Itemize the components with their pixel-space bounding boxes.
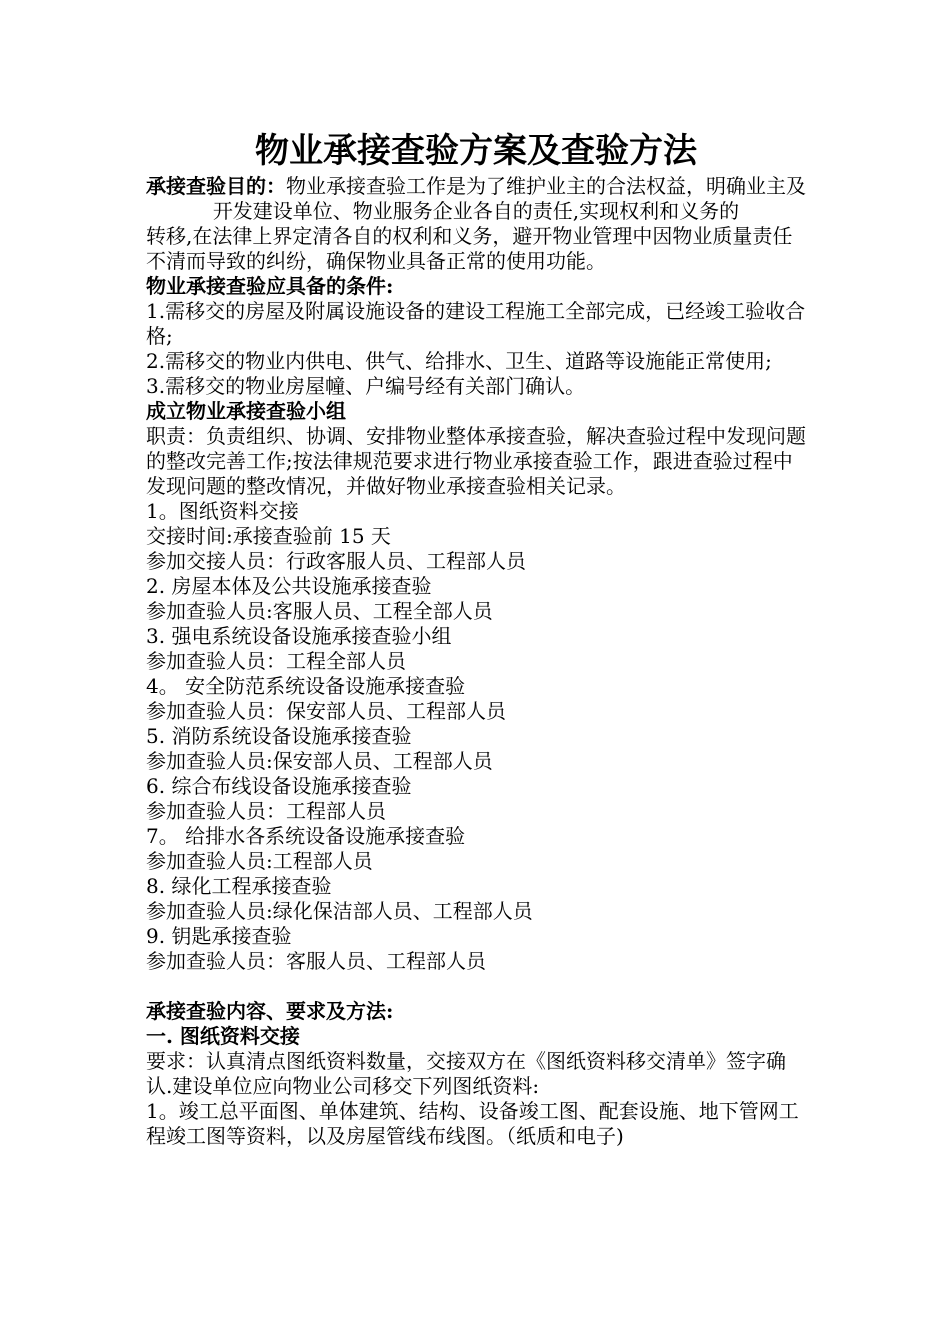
team-line: 2. 房屋本体及公共设施承接查验	[146, 574, 432, 598]
team-line: 5. 消防系统设备设施承接查验	[146, 724, 412, 748]
document-title: 物业承接查验方案及查验方法	[255, 131, 697, 171]
team-line: 7。 给排水各系统设备设施承接查验	[146, 824, 466, 848]
team-line: 参加查验人员:工程部人员	[146, 849, 373, 873]
purpose-continuation: 转移,在法律上界定清各自的权利和义务，避开物业管理中因物业质量责任不清而导致的纠纷，确保物业具备正常的使用功能。	[146, 224, 793, 273]
purpose-text: 物业承接查验工作是为了维护业主的合法权益，明确业主及开发建设单位、物业服务企业各自的责任,实现权利和义务的	[212, 174, 806, 223]
conditions-heading: 物业承接查验应具备的条件:	[146, 274, 394, 298]
condition-item: 1.需移交的房屋及附属设施设备的建设工程施工全部完成，已经竣工验收合格;	[146, 299, 806, 348]
team-line: 3. 强电系统设备设施承接查验小组	[146, 624, 452, 648]
team-line: 参加查验人员:保安部人员、工程部人员	[146, 749, 493, 773]
team-heading: 成立物业承接查验小组	[146, 399, 346, 423]
condition-item: 2.需移交的物业内供电、供气、给排水、卫生、道路等设施能正常使用;	[146, 349, 772, 373]
team-line: 6. 综合布线设备设施承接查验	[146, 774, 412, 798]
team-line: 参加查验人员:客服人员、工程全部人员	[146, 599, 493, 623]
content-sub-heading: 一. 图纸资料交接	[146, 1024, 300, 1048]
team-line: 8. 绿化工程承接查验	[146, 874, 332, 898]
team-line: 4。 安全防范系统设备设施承接查验	[146, 674, 466, 698]
team-line: 参加交接人员：行政客服人员、工程部人员	[146, 549, 526, 573]
content-item: 1。竣工总平面图、单体建筑、结构、设备竣工图、配套设施、地下管网工程竣工图等资料，以及房屋管线布线图。（纸质和电子)	[146, 1099, 799, 1148]
team-line: 参加查验人员：保安部人员、工程部人员	[146, 699, 506, 723]
team-duty: 职责：负责组织、协调、安排物业整体承接查验，解决查验过程中发现问题的整改完善工作;按法律规范要求进行物业承接查验工作，跟进查验过程中发现问题的整改情况，并做好物业承接查验相关记录。	[146, 424, 806, 498]
document-page	[146, 128, 806, 1149]
team-line: 参加查验人员：工程部人员	[146, 799, 386, 823]
team-line: 参加查验人员:绿化保洁部人员、工程部人员	[146, 899, 533, 923]
team-line: 参加查验人员：工程全部人员	[146, 649, 406, 673]
team-line: 9. 钥匙承接查验	[146, 924, 292, 948]
content-heading: 承接查验内容、要求及方法:	[146, 999, 394, 1023]
team-line: 交接时间:承接查验前 15 天	[146, 524, 391, 548]
content-requirement: 要求：认真清点图纸资料数量，交接双方在《图纸资料移交清单》签字确认.建设单位应向物业公司移交下列图纸资料:	[146, 1049, 786, 1098]
condition-item: 3.需移交的物业房屋幢、户编号经有关部门确认。	[146, 374, 586, 398]
blank-line	[146, 974, 806, 999]
team-line: 1。图纸资料交接	[146, 499, 299, 523]
team-line: 参加查验人员：客服人员、工程部人员	[146, 949, 486, 973]
purpose-label: 承接查验目的：	[146, 174, 286, 198]
purpose-paragraph	[146, 174, 806, 224]
